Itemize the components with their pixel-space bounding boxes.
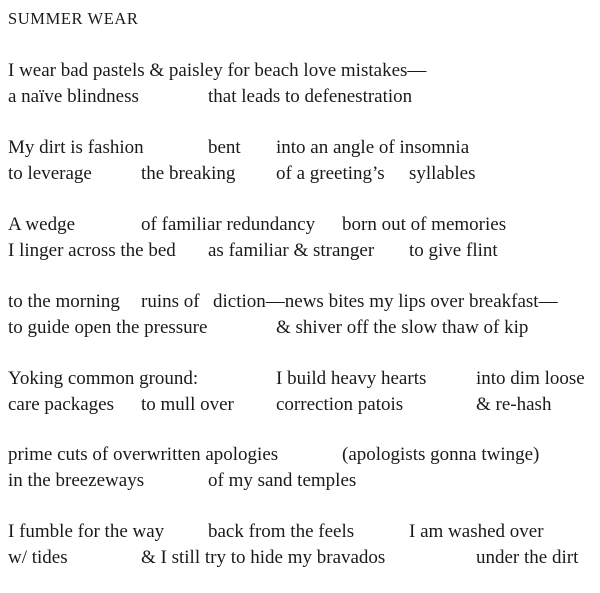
line-segment: prime cuts of overwritten apologies [8, 444, 279, 465]
line-segment: Yoking common ground: [8, 368, 199, 389]
poem-line [0, 367, 600, 391]
line-segment: into an angle of insomnia [276, 137, 470, 158]
line-segment: back from the feels [208, 521, 355, 542]
line-segment: I linger across the bed [8, 240, 176, 261]
line-segment: & I still try to hide my bravados [141, 547, 386, 568]
poem-line [0, 546, 600, 570]
poem-line [0, 520, 600, 544]
line-segment: born out of memories [342, 214, 507, 235]
line-segment: A wedge [8, 214, 76, 235]
line-segment: in the breezeways [8, 470, 145, 491]
line-segment: correction patois [276, 394, 404, 415]
line-segment: & re-hash [476, 394, 552, 415]
poem-line [0, 85, 600, 109]
poem-line [0, 443, 600, 467]
line-segment: of familiar redundancy [141, 214, 316, 235]
poem-line [0, 162, 600, 186]
poem-line [0, 393, 600, 417]
line-segment: to guide open the pressure [8, 317, 208, 338]
line-segment: My dirt is fashion [8, 137, 144, 158]
line-segment: of my sand temples [208, 470, 357, 491]
line-segment: syllables [409, 163, 476, 184]
line-segment: ruins of [141, 291, 200, 312]
line-segment: diction—news bites my lips over breakfast— [213, 291, 558, 312]
line-segment: to the morning [8, 291, 120, 312]
line-segment: I am washed over [409, 521, 544, 542]
poem-line [0, 469, 600, 493]
poem-line [0, 290, 600, 314]
line-segment: care packages [8, 394, 115, 415]
line-segment: bent [208, 137, 241, 158]
line-segment: to leverage [8, 163, 92, 184]
line-segment: I build heavy hearts [276, 368, 427, 389]
poem-line [0, 136, 600, 160]
line-segment: I wear bad pastels & paisley for beach love mistakes— [8, 60, 427, 81]
line-segment: that leads to defenestration [208, 86, 413, 107]
line-segment: & shiver off the slow thaw of kip [276, 317, 529, 338]
poem-line [0, 316, 600, 340]
line-segment: to give flint [409, 240, 498, 261]
line-segment: (apologists gonna twinge) [342, 444, 540, 465]
line-segment: the breaking [141, 163, 236, 184]
line-segment: of a greeting’s [276, 163, 385, 184]
poem-line [0, 59, 600, 83]
line-segment: w/ tides [8, 547, 68, 568]
poem-line [0, 213, 600, 237]
line-segment: to mull over [141, 394, 234, 415]
line-segment: a naïve blindness [8, 86, 139, 107]
line-segment: under the dirt [476, 547, 579, 568]
line-segment: I fumble for the way [8, 521, 165, 542]
poem-title: SUMMER WEAR [8, 9, 139, 28]
line-segment: as familiar & stranger [208, 240, 375, 261]
poem-line [0, 239, 600, 263]
line-segment: into dim loose [476, 368, 585, 389]
